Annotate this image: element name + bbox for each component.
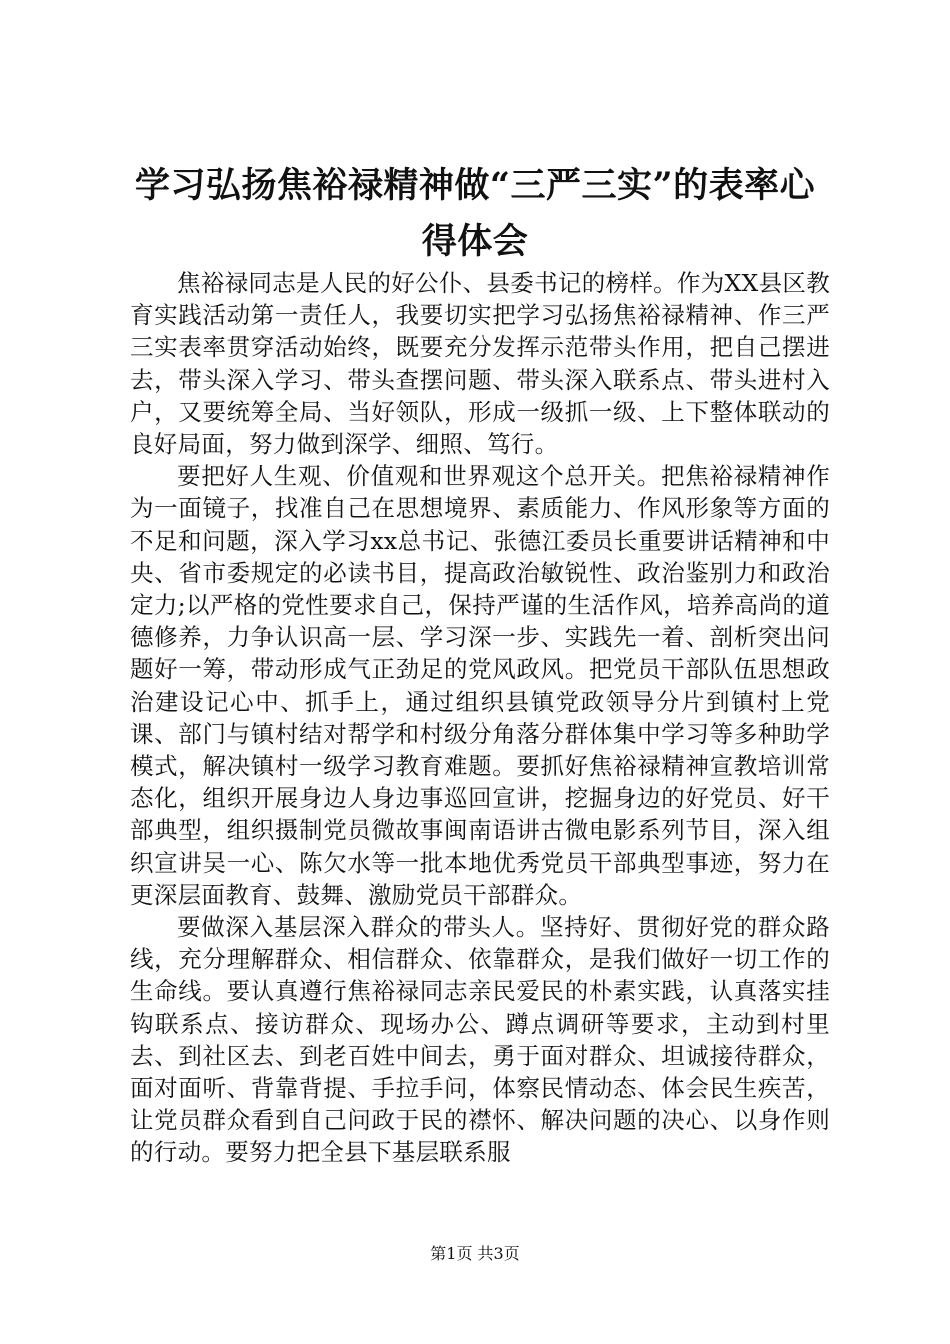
title-line-1: 学习弘扬焦裕禄精神做“三严三实”的表率心 — [134, 165, 816, 206]
paragraph: 焦裕禄同志是人民的好公仆、县委书记的榜样。作为XX县区教育实践活动第一责任人，我要切实把学习弘扬焦裕禄精神、作三严三实表率贯穿活动始终，既要充分发挥示范带头作用，把自己摆进去，带头深入学习、带头查摆问题、带头深入联系点、带头进村入户，又要统筹全局、当好领队，形成一级抓一级、上下整体联动的良好局面，努力做到深学、细照、笃行。 — [130, 269, 830, 459]
document-title — [118, 158, 832, 270]
paragraph: 要把好人生观、价值观和世界观这个总开关。把焦裕禄精神作为一面镜子，找准自己在思想境界、素质能力、作风形象等方面的不足和问题，深入学习xx总书记、张德江委员长重要讲话精神和中央、省市委规定的必读书目，提高政治敏锐性、政治鉴别力和政治定力;以严格的党性要求自己，保持严谨的生活作风，培养高尚的道德修养，力争认识高一层、学习深一步、实践先一着、剖析突出问题好一筹，带动形成气正劲足的党风政风。把党员干部队伍思想政治建设记心中、抓手上，通过组织县镇党政领导分片到镇村上党课、部门与镇村结对帮学和村级分角落分群体集中学习等多种助学模式，解决镇村一级学习教育难题。要抓好焦裕禄精神宣教培训常态化，组织开展身边人身边事巡回宣讲，挖掘身边的好党员、好干部典型，组织摄制党员微故事闽南语讲古微电影系列节目，深入组织宣讲吴一心、陈欠水等一批本地优秀党员干部典型事迹，努力在更深层面教育、鼓舞、激励党员干部群众。 — [130, 462, 830, 909]
document-body — [130, 267, 830, 1169]
title-line-2: 得体会 — [421, 221, 529, 262]
page-indicator: 第1页 共3页 — [430, 1244, 520, 1263]
paragraph: 要做深入基层深入群众的带头人。坚持好、贯彻好党的群众路线，充分理解群众、相信群众、依靠群众，是我们做好一切工作的生命线。要认真遵行焦裕禄同志亲民爱民的朴素实践，认真落实挂钩联系点、接访群众、现场办公、蹲点调研等要求，主动到村里去、到社区去、到老百姓中间去，勇于面对群众、坦诚接待群众，面对面听、背靠背提、手拉手问，体察民情动态、体会民生疾苦，让党员群众看到自己问政于民的襟怀、解决问题的决心、以身作则的行动。要努力把全县下基层联系服 — [130, 913, 830, 1167]
page-footer — [0, 1244, 950, 1264]
